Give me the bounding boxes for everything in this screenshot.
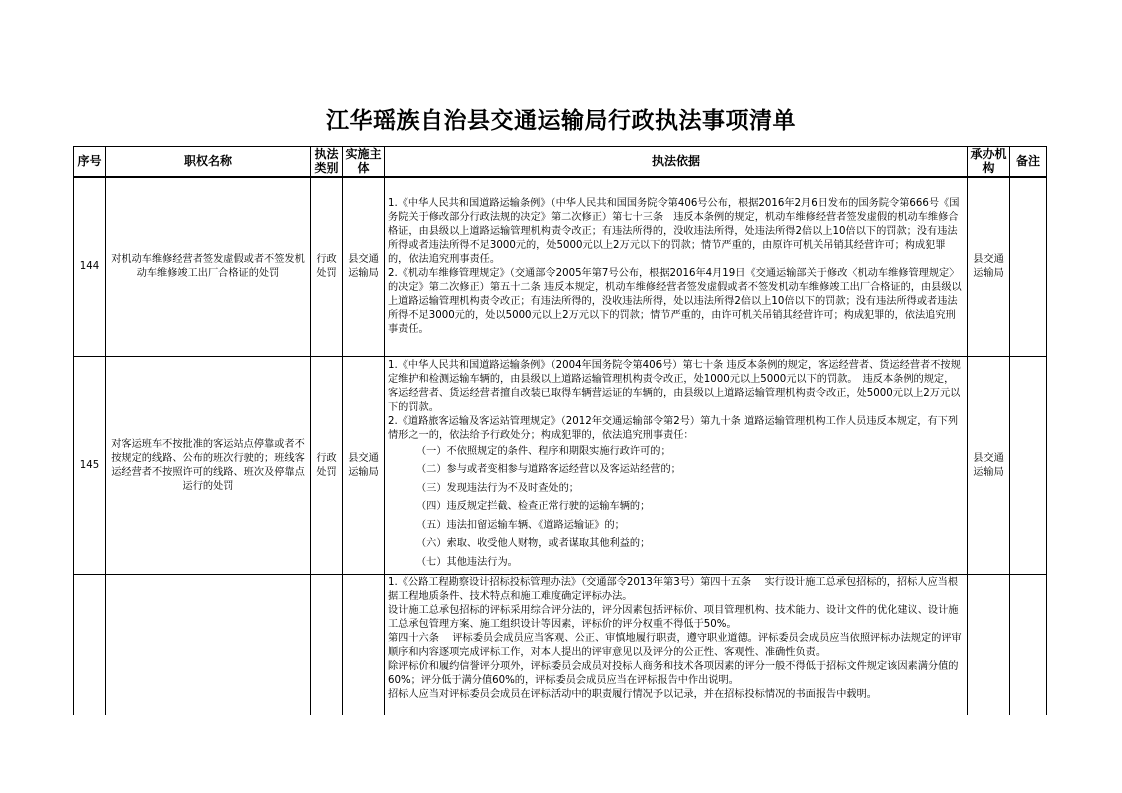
row-category: 行政处罚 — [311, 177, 343, 357]
row-office — [968, 575, 1010, 716]
basis-paragraph: 设计施工总承包招标的评标采用综合评分法的，评分因素包括评标价、项目管理机构、技术能力、设计文件的优化建议、设计施工总承包管理方案、施工组织设计等因素，评标价的评分权重不得低于50%。 — [388, 605, 959, 630]
basis-paragraph: 第四十六条 评标委员会成员应当客观、公正、审慎地履行职责，遵守职业道德。评标委员会成员应当依照评标办法规定的评审顺序和内容逐项完成评标工作，对本人提出的评审意见以及评分的公正性、客观性、准确性负责。 — [388, 633, 962, 658]
header-subject: 实施主体 — [343, 147, 385, 177]
row-basis — [385, 177, 968, 357]
row-office: 县交通运输局 — [968, 357, 1010, 575]
basis-paragraph: 1.《公路工程勘察设计招标投标管理办法》（交通部令2013年第3号）第四十五条 实行设计施工总承包招标的，招标人应当根据工程地质条件、技术特点和施工难度确定评标办法。 — [388, 577, 959, 602]
row-subject: 县交通运输局 — [343, 357, 385, 575]
basis-paragraph: 招标人应当对评标委员会成员在评标活动中的职责履行情况予以记录，并在招标投标情况的书面报告中载明。 — [388, 689, 877, 700]
row-basis — [385, 575, 968, 716]
row-category — [311, 575, 343, 716]
row-remarks — [1010, 575, 1047, 716]
basis-clip — [388, 576, 964, 714]
basis-list-item: （七）其他违法行为。 — [416, 556, 518, 568]
row-name: 对客运班车不按批准的客运站点停靠或者不按规定的线路、公布的班次行驶的；班线客运经营者不按照许可的线路、班次及停靠点运行的处罚 — [106, 357, 311, 575]
row-seq — [74, 575, 106, 716]
basis-paragraph: 2.《道路旅客运输及客运站管理规定》（2012年交通运输部令第2号）第九十条 道路运输管理机构工作人员违反本规定，有下列情形之一的，依法给予行政处分；构成犯罪的，依法追究刑事责任： — [388, 415, 959, 441]
row-subject — [343, 575, 385, 716]
table-row — [74, 177, 1047, 357]
basis-list-item: （六）索取、收受他人财物，或者谋取其他利益的； — [416, 538, 651, 550]
basis-paragraph: 2.《机动车维修管理规定》（交通部令2005年第7号公布，根据2016年4月19日《交通运输部关于修改〈机动车维修管理规定〉的决定》第二次修正）第五十二条 违反本规定，机动车维修经营者签发虚假或者不签发机动车维修竣工出厂合格证的，由县级以上道路运输管理机构责令改正；有违法所得的，没收违法所得，处以违法所得2倍以上10倍以下的罚款；没有违法所得或者违法所得不足3000元的，处以5000元以上2万元以下的罚款；情节严重的，由许可机关吊销其经营许可；构成犯罪的，依法追究刑事责任。 — [388, 267, 962, 335]
row-seq: 144 — [74, 177, 106, 357]
row-remarks — [1010, 177, 1047, 357]
row-office: 县交通运输局 — [968, 177, 1010, 357]
row-subject: 县交通运输局 — [343, 177, 385, 357]
header-basis: 执法依据 — [385, 147, 968, 177]
basis-list-item: （三）发现违法行为不及时查处的； — [416, 482, 579, 494]
row-category: 行政处罚 — [311, 357, 343, 575]
basis-paragraph: 1.《中华人民共和国道路运输条例》（中华人民共和国国务院令第406号公布，根据2016年2月6日发布的国务院令第666号《国务院关于修改部分行政法规的决定》第二次修正）第七十三条 违反本条例的规定，机动车维修经营者签发虚假的机动车维修合格证，由县级以上道路运输管理机构责令改正；有违法所得的，没收违法所得，处违法所得2倍以上10倍以下的罚款；没有违法所得或者违法所得不足3000元的，处5000元以上2万元以下的罚款；情节严重的，由原许可机关吊销其经营许可；构成犯罪的，依法追究刑事责任。 — [388, 197, 960, 265]
basis-list-item: （五）违法扣留运输车辆、《道路运输证》的； — [416, 519, 625, 531]
row-basis — [385, 357, 968, 575]
header-category: 执法类别 — [311, 147, 343, 177]
enforcement-items-table — [73, 146, 1047, 715]
header-name: 职权名称 — [106, 147, 311, 177]
header-office: 承办机构 — [968, 147, 1010, 177]
table-row — [74, 357, 1047, 575]
row-name — [106, 575, 311, 716]
basis-list-item: （四）违反规定拦截、检查正常行驶的运输车辆的； — [416, 501, 651, 513]
page-title: 江华瑶族自治县交通运输局行政执法事项清单 — [326, 107, 796, 134]
table-header-row — [74, 147, 1047, 177]
header-remarks: 备注 — [1010, 147, 1047, 177]
basis-paragraph: 除评标价和履约信誉评分项外，评标委员会成员对投标人商务和技术各项因素的评分一般不得低于招标文件规定该因素满分值的60%；评分低于满分值60%的，评标委员会成员应当在评标报告中作出说明。 — [388, 661, 959, 686]
basis-list-item: （二）参与或者变相参与道路客运经营以及客运站经营的； — [416, 464, 681, 476]
row-name: 对机动车维修经营者签发虚假或者不签发机动车维修竣工出厂合格证的处罚 — [106, 177, 311, 357]
row-seq: 145 — [74, 357, 106, 575]
basis-list-item: （一）不依照规定的条件、程序和期限实施行政许可的； — [416, 445, 671, 457]
row-remarks — [1010, 357, 1047, 575]
header-seq: 序号 — [74, 147, 106, 177]
table-row — [74, 575, 1047, 716]
basis-paragraph: 1.《中华人民共和国道路运输条例》（2004年国务院令第406号）第七十条 违反本条例的规定，客运经营者、货运经营者不按规定维护和检测运输车辆的，由县级以上道路运输管理机构责令改正，处1000元以上5000元以下的罚款。 违反本条例的规定，客运经营者、货运经营者擅自改装已取得车辆营运证的车辆的，由县级以上道路运输管理机构责令改正，处5000元以上2万元以下的罚款。 — [388, 359, 961, 413]
